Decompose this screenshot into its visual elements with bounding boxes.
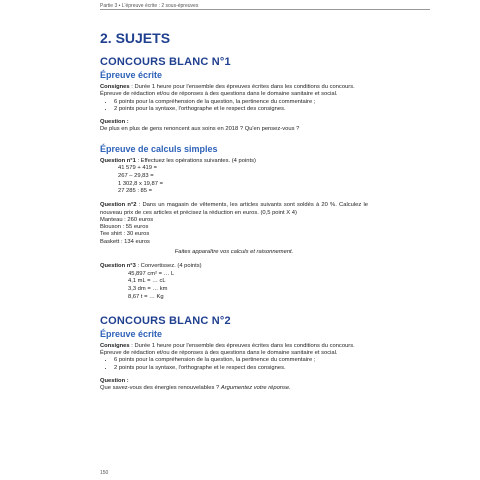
q1-items — [100, 165, 368, 196]
section-title: 2. SUJETS — [100, 30, 171, 46]
q1-label: Question n°1 — [100, 157, 136, 164]
convert-item: 4,1 mL = … cL — [128, 278, 166, 285]
concours-2-epreuve-line: Épreuve de rédaction et/ou de réponses à des questions dans le domaine sanitaire et social. — [100, 350, 338, 357]
price-item: Manteau : 260 euros — [100, 216, 154, 223]
q3 — [100, 263, 368, 270]
calc-item: 27 285 : 85 = — [118, 188, 153, 195]
concours-2-title: CONCOURS BLANC N°2 — [100, 314, 231, 327]
concours-1-question-text: De plus en plus de gens renoncent aux soins en 2018 ? Qu'en pensez-vous ? — [100, 126, 300, 133]
concours-1-subtitle: Épreuve écrite — [100, 70, 163, 80]
header-rule — [100, 9, 430, 10]
q2-items — [100, 217, 368, 246]
concours-1-epreuve-line: Épreuve de rédaction et/ou de réponses à des questions dans le domaine sanitaire et social. — [100, 91, 338, 98]
calc-item: 267 – 29,83 = — [118, 172, 154, 179]
concours-1-question-label: Question : — [100, 119, 129, 126]
calc-item: 41 579 + 419 = — [118, 165, 158, 172]
consignes-label: Consignes — [100, 84, 130, 90]
price-item: Tee shirt : 30 euros — [100, 231, 150, 238]
q2-label: Question n°2 — [100, 202, 137, 209]
concours-1-bullets — [100, 99, 368, 114]
calculs-subtitle: Épreuve de calculs simples — [100, 143, 218, 154]
q1-text: : Effectuez les opérations suivantes. (4 points) — [135, 157, 256, 164]
consignes-text: : Durée 1 heure pour l'ensemble des épreuves écrites dans les conditions du concours. — [129, 342, 355, 349]
bullet-item: • 6 points pour la compréhension de la question, la pertinence du commentaire ; — [114, 357, 368, 364]
concours-2-question-label: Question : — [100, 378, 129, 385]
bullet-item: • 2 points pour la syntaxe, l'orthographe et le respect des consignes. — [114, 365, 368, 372]
concours-1-title: CONCOURS BLANC N°1 — [100, 56, 231, 68]
bullet-item: • 6 points pour la compréhension de la question, la pertinence du commentaire ; — [114, 99, 368, 106]
q3-text: : Convertissez. (4 points) — [135, 263, 202, 270]
concours-2-question-italic: Argumentez votre réponse. — [220, 385, 291, 392]
calc-item: 1 302,8 x 19,87 = — [118, 180, 163, 187]
q3-items — [100, 271, 368, 302]
q1 — [100, 158, 368, 165]
calculs-section — [100, 144, 368, 302]
q2 — [100, 202, 368, 217]
q3-label: Question n°3 — [100, 263, 136, 270]
concours-2-subtitle: Épreuve écrite — [100, 328, 163, 339]
price-item: Baskett : 134 euros — [100, 238, 150, 245]
concours-2-question-text: Que savez-vous des énergies renouvelables ? — [100, 385, 221, 392]
convert-item: 45,897 cm² = … L — [128, 270, 175, 277]
concours-2-bullets — [100, 357, 368, 372]
calculs-instruction: Faites apparaître vos calculs et raisonnement. — [174, 249, 294, 256]
price-item: Blouson : 55 euros — [100, 224, 149, 231]
q2-text: : Dans un magasin de vêtements, les articles suivants sont soldés à 20 %. Calculez le nouveau prix de ces articles et précisez la réduction en euros. (0,5 point X 4) — [100, 202, 368, 216]
convert-item: 3,3 dm = … km — [128, 286, 168, 293]
running-head: Partie 3 • L'épreuve écrite : 2 sous-épreuves — [100, 3, 199, 9]
consignes-label: Consignes — [100, 342, 130, 349]
page-number: 150 — [100, 470, 109, 476]
concours-2 — [100, 315, 368, 393]
concours-1 — [100, 56, 368, 134]
convert-item: 8,67 t = … Kg — [128, 294, 164, 301]
content — [100, 30, 368, 393]
concours-2-question — [100, 385, 368, 392]
consignes-text: : Durée 1 heure pour l'ensemble des épreuves écrites dans les conditions du concours. — [129, 84, 355, 90]
bullet-item: • 2 points pour la syntaxe, l'orthographe et le respect des consignes. — [114, 106, 368, 113]
